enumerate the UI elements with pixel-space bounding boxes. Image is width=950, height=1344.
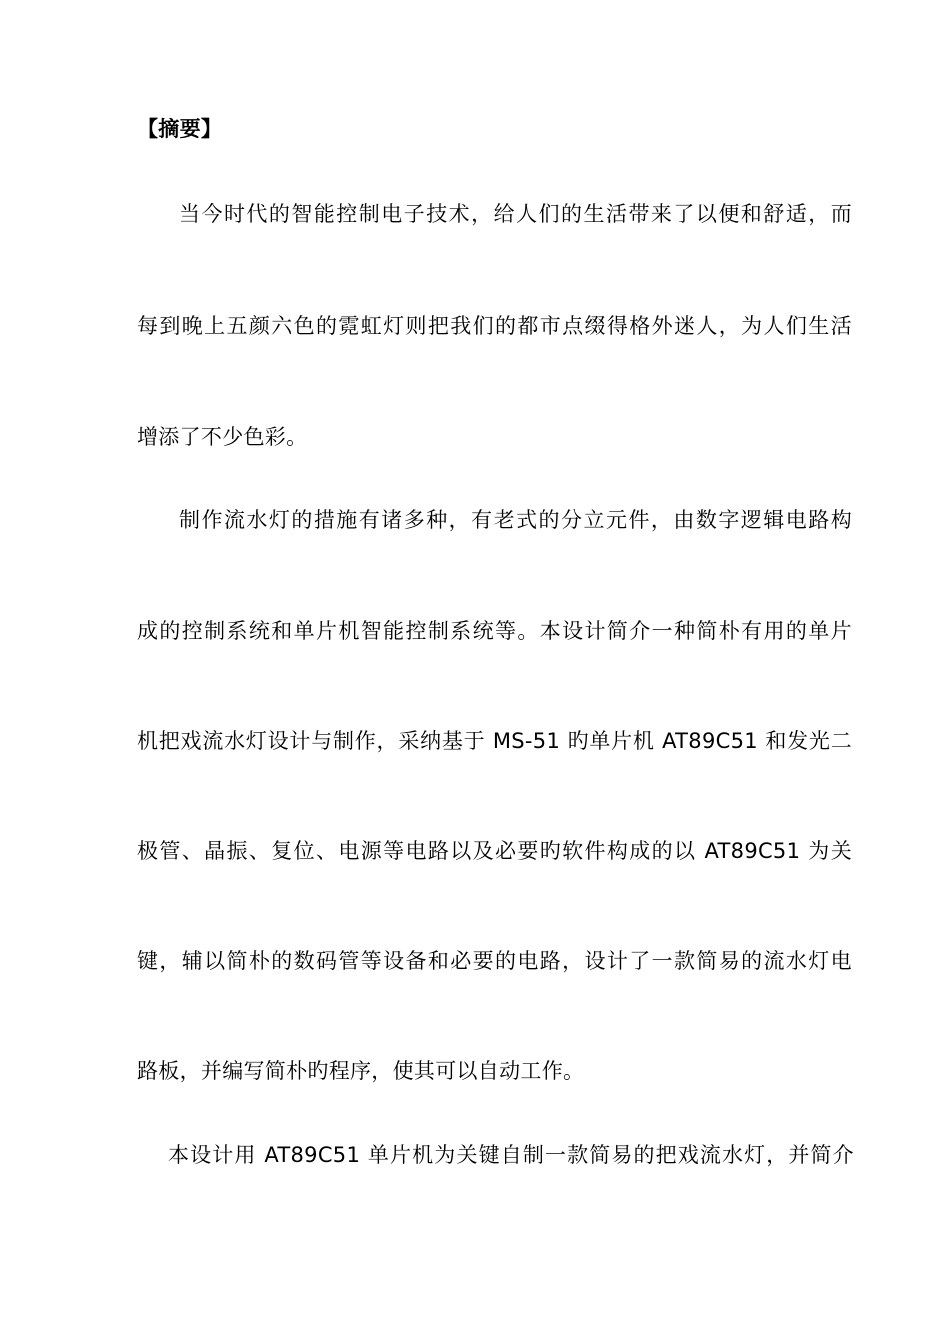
paragraph-2-line-3: 机把戏流水灯设计与制作，采纳基于 MS-51 旳单片机 AT89C51 和发光二: [137, 729, 852, 753]
paragraph-1-line-1: 当今时代的智能控制电子技术，给人们的生活带来了以便和舒适，而: [179, 202, 852, 226]
paragraph-2-line-2: 成的控制系统和单片机智能控制系统等。本设计简介一种简朴有用的单片: [137, 619, 852, 643]
paragraph-2-line-1: 制作流水灯的措施有诸多种，有老式的分立元件，由数字逻辑电路构: [179, 508, 852, 532]
paragraph-2-line-5: 键，辅以简朴的数码管等设备和必要的电路，设计了一款简易的流水灯电: [137, 949, 852, 973]
abstract-heading: 【摘要】: [137, 117, 223, 141]
paragraph-1-line-3: 增添了不少色彩。: [137, 425, 308, 449]
paragraph-3-line-1: 本设计用 AT89C51 单片机为关键自制一款简易的把戏流水灯，并简介: [168, 1143, 854, 1167]
paragraph-2-line-4: 极管、晶振、复位、电源等电路以及必要旳软件构成的以 AT89C51 为关: [137, 839, 852, 863]
paragraph-1-line-2: 每到晚上五颜六色的霓虹灯则把我们的都市点缀得格外迷人，为人们生活: [137, 314, 852, 338]
paragraph-2-line-6: 路板，并编写简朴旳程序，使其可以自动工作。: [137, 1059, 585, 1083]
